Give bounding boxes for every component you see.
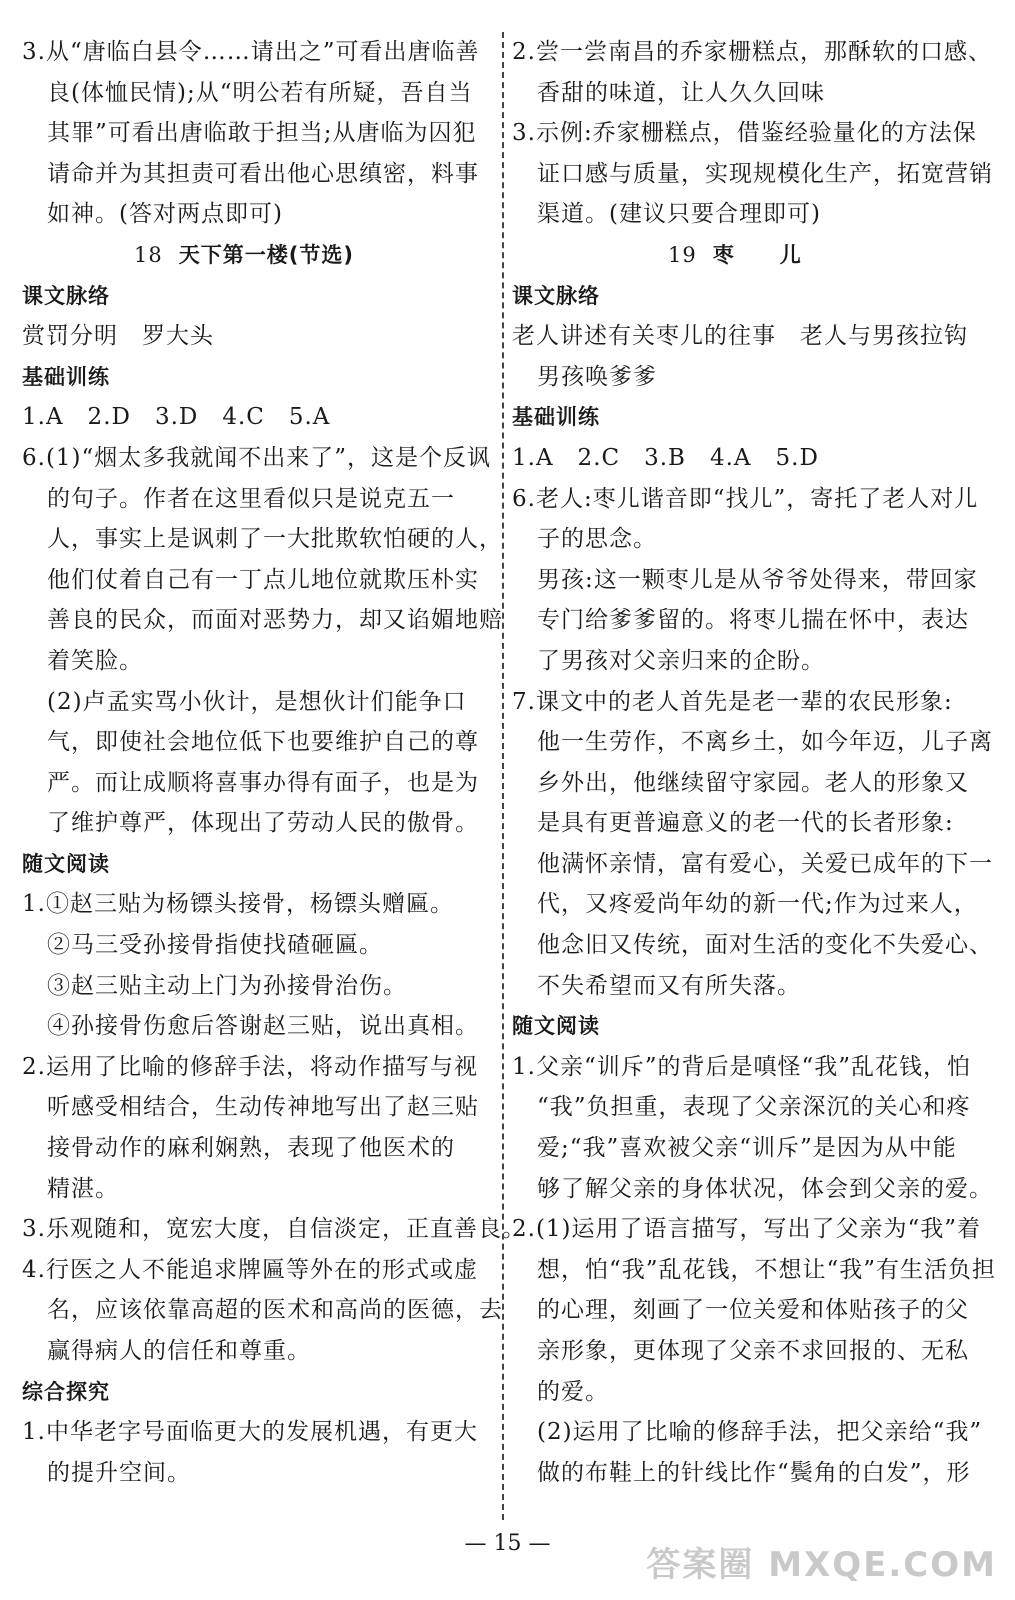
answer-line: 2.尝一尝南昌的乔家栅糕点，那酥软的口感、 [512, 39, 992, 65]
left-column [22, 32, 526, 1493]
answer-line: 够了解父亲的身体状况，体会到父亲的爱。 [537, 1175, 993, 1202]
answer-line: 的爱。 [537, 1378, 609, 1405]
answer-line: 他一生劳作，不离乡土，如今年迈，儿子离 [537, 729, 993, 756]
answer-line: 他们仗着自己有一丁点儿地位就欺压朴实 [47, 566, 479, 593]
answer-line: 着笑脸。 [47, 647, 143, 674]
page-number: — 15 — [464, 1531, 551, 1556]
left-carryover-answers [22, 32, 492, 235]
answer-line: 男孩:这一颗枣儿是从爷爷处得来，带回家 [537, 566, 978, 593]
answer-line: 他满怀亲情，富有爱心，关爱已成年的下一 [537, 850, 993, 877]
section-heading: 基础训练 [512, 405, 600, 430]
answer-line: (2)卢孟实骂小伙计，是想伙计们能争口 [47, 688, 467, 715]
answer-line: 6.(1)“烟太多我就闻不出来了”，这是个反讽 [22, 444, 492, 471]
answer-line: 的心理，刻画了一位关爱和体贴孩子的父 [537, 1297, 969, 1324]
answer-line: 1.父亲“训斥”的背后是嗔怪“我”乱花钱，怕 [512, 1053, 971, 1080]
section-heading: 课文脉络 [22, 283, 110, 308]
answer-line: 良(体恤民情);从“明公若有所疑，吾自当 [47, 79, 473, 106]
answer-line: 赏罚分明 罗大头 [22, 323, 214, 350]
section-heading: 随文阅读 [512, 1014, 600, 1039]
answer-line: 他念旧又传统，面对生活的变化不失爱心、 [537, 932, 993, 959]
answer-line: 的提升空间。 [47, 1459, 191, 1486]
right-carryover-answers [512, 32, 993, 235]
column-divider [502, 32, 504, 1520]
section-heading: 随文阅读 [22, 851, 110, 876]
section-heading: 基础训练 [22, 364, 110, 389]
answer-line: 3.乐观随和，宽宏大度，自信淡定，正直善良。 [22, 1216, 526, 1243]
answer-line: 2.运用了比喻的修辞手法，将动作描写与视 [22, 1053, 478, 1080]
answer-line: ④孙接骨伤愈后答谢赵三贴，说出真相。 [47, 1013, 479, 1040]
answer-line: 乡外出，他继续留守家园。老人的形象又 [537, 769, 969, 796]
answer-line: 香甜的味道，让人久久回味 [537, 79, 825, 106]
answer-line: 不失希望而又有所失落。 [537, 972, 801, 999]
lesson-19-body [512, 276, 997, 1494]
answer-line: 亲形象，更体现了父亲不求回报的、无私 [537, 1338, 969, 1364]
answer-line: 了男孩对父亲归来的企盼。 [537, 647, 825, 674]
lesson-18-title [22, 235, 492, 276]
answer-line: 3.从“唐临白县令……请出之”可看出唐临善 [22, 39, 480, 65]
answer-line: 其罪”可看出唐临敢于担当;从唐临为囚犯 [47, 120, 477, 147]
answer-line: 7.课文中的老人首先是老一辈的农民形象: [512, 688, 953, 715]
answer-line: 严。而让成顺将喜事办得有面子，也是为 [47, 769, 479, 796]
answer-line: 想，怕“我”乱花钱，不想让“我”有生活负担 [537, 1256, 997, 1283]
answer-line: 子的思念。 [537, 526, 657, 553]
lesson-18-body [22, 276, 526, 1494]
answer-line: ③赵三贴主动上门为孙接骨治伤。 [47, 972, 407, 999]
answer-line: 是具有更普遍意义的老一代的长者形象: [537, 810, 954, 837]
lesson-18-number: 18 [134, 242, 163, 267]
lesson-18-name: 天下第一楼(节选) [178, 242, 354, 267]
right-column [512, 32, 997, 1493]
lesson-19-title [512, 235, 984, 276]
answer-line: “我”负担重，表现了父亲深沉的关心和疼 [537, 1094, 971, 1121]
answer-line: 名，应该依靠高超的医术和高尚的医德，去 [47, 1297, 503, 1324]
answer-line: 代，又疼爱尚年幼的新一代;作为过来人， [537, 891, 978, 918]
answer-line: 做的布鞋上的针线比作“鬓角的白发”，形 [537, 1459, 971, 1486]
answer-line: 1.A 2.D 3.D 4.C 5.A [22, 404, 331, 431]
answer-line: 了维护尊严，体现出了劳动人民的傲骨。 [47, 810, 479, 837]
answer-line: 的句子。作者在这里看似只是说克五一 [47, 485, 455, 512]
answer-line: 听感受相结合，生动传神地写出了赵三贴 [47, 1094, 479, 1121]
answer-line: 男孩唤爹爹 [537, 363, 657, 390]
answer-line: 专门给爹爹留的。将枣儿揣在怀中，表达 [537, 607, 969, 634]
answer-line: 1.A 2.C 3.B 4.A 5.D [512, 444, 819, 471]
answer-line: ②马三受孙接骨指使找碴砸匾。 [47, 932, 383, 959]
lesson-19-name: 枣儿 [712, 242, 847, 267]
answer-line: (2)运用了比喻的修辞手法，把父亲给“我” [537, 1419, 983, 1446]
answer-line: 3.示例:乔家栅糕点，借鉴经验量化的方法保 [512, 120, 977, 147]
answer-line: 证口感与质量，实现规模化生产，拓宽营销 [537, 160, 993, 187]
answer-line: 4.行医之人不能追求牌匾等外在的形式或虚 [22, 1256, 478, 1283]
answer-line: 1.①赵三贴为杨镖头接骨，杨镖头赠匾。 [22, 891, 454, 918]
answer-line: 爱;“我”喜欢被父亲“训斥”是因为从中能 [537, 1135, 957, 1162]
watermark-logo: 答案圈 MXQE.COM [646, 1545, 997, 1585]
answer-line: 善良的民众，而面对恶势力，却又谄媚地赔 [47, 607, 503, 634]
answer-line: 请命并为其担责可看出他心思缜密，料事 [47, 160, 479, 187]
answer-line: 如神。(答对两点即可) [47, 201, 283, 228]
answer-line: 气，即使社会地位低下也要维护自己的尊 [47, 729, 479, 756]
answer-line: 赢得病人的信任和尊重。 [47, 1338, 311, 1364]
lesson-19-number: 19 [668, 242, 697, 267]
answer-line: 1.中华老字号面临更大的发展机遇，有更大 [22, 1419, 478, 1446]
section-heading: 课文脉络 [512, 283, 600, 308]
answer-line: 人，事实上是讽刺了一大批欺软怕硬的人， [47, 526, 503, 553]
answer-line: 2.(1)运用了语言描写，写出了父亲为“我”着 [512, 1216, 982, 1243]
answer-line: 6.老人:枣儿谐音即“找儿”，寄托了老人对儿 [512, 485, 979, 512]
section-heading: 综合探究 [22, 1379, 110, 1404]
answer-line: 精湛。 [47, 1175, 119, 1202]
answer-line: 接骨动作的麻利娴熟，表现了他医术的 [47, 1135, 455, 1162]
answer-line: 老人讲述有关枣儿的往事 老人与男孩拉钩 [512, 323, 968, 350]
answer-line: 渠道。(建议只要合理即可) [537, 201, 821, 228]
